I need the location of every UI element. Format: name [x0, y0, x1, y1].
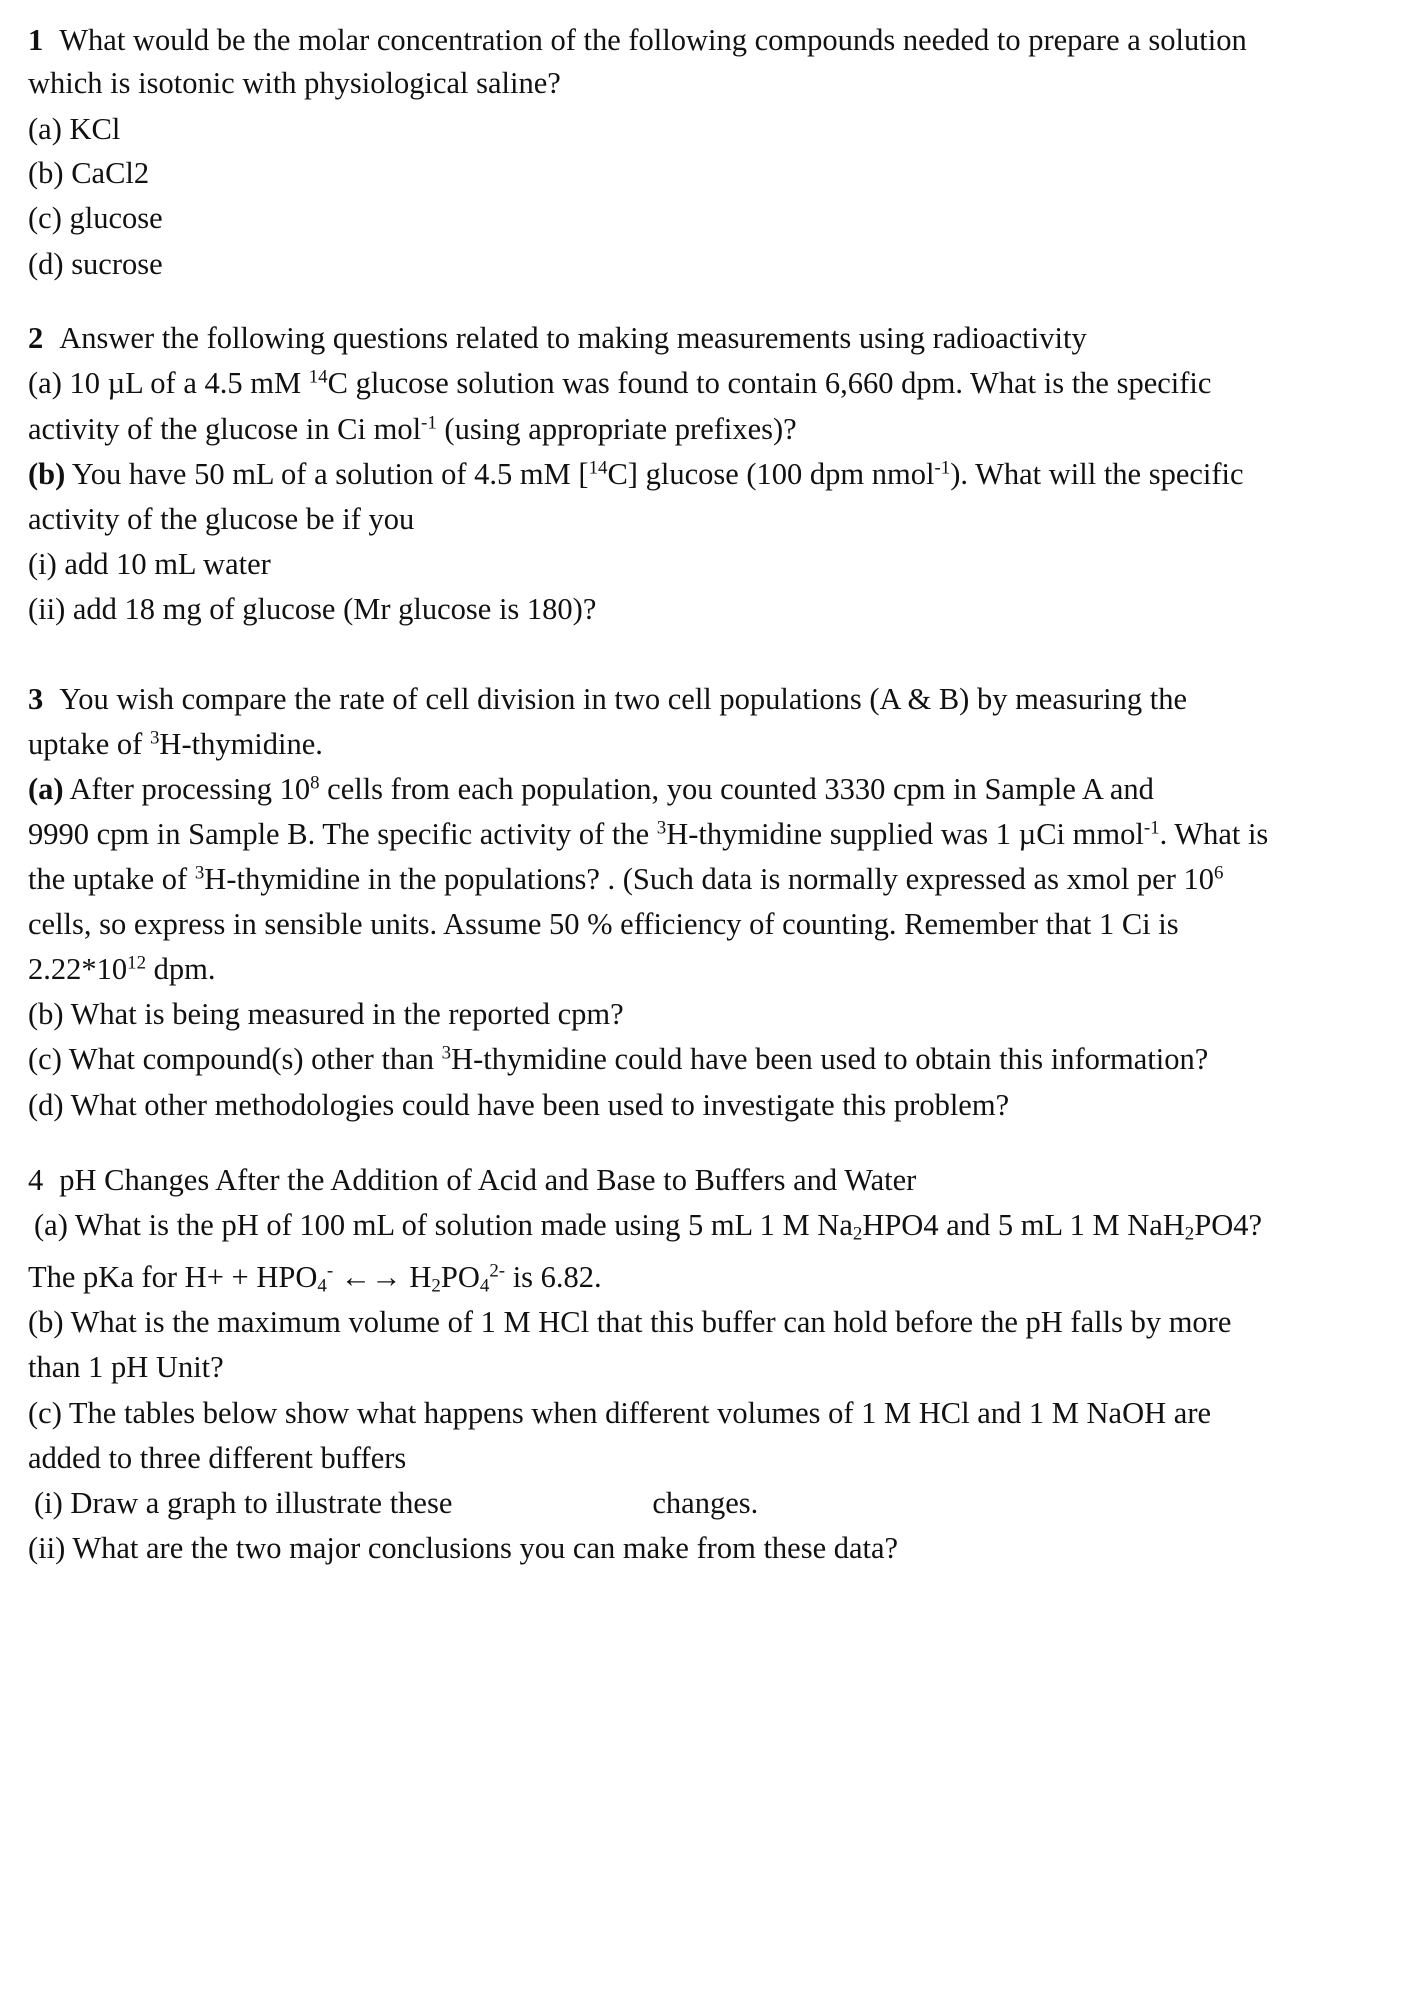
q4-part-c-ii: (ii) What are the two major conclusions you can make from these data?	[28, 1531, 899, 1565]
q4-stem: 4 pH Changes After the Addition of Acid and Base to Buffers and Water	[28, 1163, 917, 1197]
q4-part-b-line2: than 1 pH Unit?	[28, 1350, 224, 1384]
q2-part-b-i: (i) add 10 mL water	[28, 547, 271, 581]
q1-option-a: (a) KCl	[28, 112, 121, 146]
q2-part-a-line2: activity of the glucose in Ci mol$^{-1}$ (using appropriate prefixes)?	[28, 412, 797, 446]
q4-part-b-line1: (b) What is the maximum volume of 1 M HCl that this buffer can hold before the pH falls by more	[28, 1305, 1232, 1339]
q1-stem-line1: 1 What would be the molar concentration of the following compounds needed to prepare a solution	[28, 23, 1247, 57]
q2-part-b-line2: activity of the glucose be if you	[28, 502, 415, 536]
q1-option-d: (d) sucrose	[28, 247, 163, 281]
q4-part-c-line1: (c) The tables below show what happens when different volumes of 1 M HCl and 1 M NaOH are	[28, 1396, 1212, 1430]
q3-part-a-line3: the uptake of $^3$H-thymidine in the populations? . (Such data is normally expressed as xmol per $10^6$	[28, 862, 1224, 896]
q4-pka-line: The pKa for $H+ + HPO_4^-$ ←→ $H_2PO_4^{2-}$ is 6.82.	[28, 1260, 602, 1297]
q2-part-a-line1: (a) 10 µL of a 4.5 mM $^{14}$C glucose solution was found to contain 6,660 dpm. What is the specific	[28, 366, 1212, 400]
q3-part-a-line5: $2.22*10^{12}$ dpm.	[28, 952, 216, 986]
q4-part-c-line2: added to three different buffers	[28, 1441, 407, 1475]
q2-part-b-ii: (ii) add 18 mg of glucose (Mr glucose is 180)?	[28, 592, 597, 626]
q3-part-a-line4: cells, so express in sensible units. Assume 50 % efficiency of counting. Remember that 1 Ci is	[28, 907, 1179, 941]
q4-number: 4	[28, 1163, 44, 1197]
q1-option-b: (b) CaCl2	[28, 156, 150, 190]
q1-stem-line2: which is isotonic with physiological saline?	[28, 66, 561, 100]
q3-number: 3	[28, 682, 44, 716]
q3-part-b: (b) What is being measured in the reported cpm?	[28, 997, 624, 1031]
q2-stem: 2 Answer the following questions related to making measurements using radioactivity	[28, 321, 1087, 355]
q2-part-b-line1: (b) You have 50 mL of a solution of 4.5 mM [$^{14}$C] glucose (100 dpm nmol$^{-1}$). What will the specific	[28, 457, 1244, 491]
q4-part-c-i: (i) Draw a graph to illustrate these changes.	[34, 1486, 759, 1520]
q1-number: 1	[28, 23, 44, 57]
q3-part-c: (c) What compound(s) other than $^3$H-thymidine could have been used to obtain this information?	[28, 1042, 1209, 1076]
q4-part-a: (a) What is the pH of 100 mL of solution made using 5 mL 1 M $Na_2HPO4$ and 5 mL 1 M NaH$_2$PO4?	[34, 1208, 1263, 1245]
q3-part-d: (d) What other methodologies could have been used to investigate this problem?	[28, 1088, 1010, 1122]
q3-stem-line1: 3 You wish compare the rate of cell division in two cell populations (A & B) by measuring the	[28, 682, 1188, 716]
q3-part-a-line2: 9990 cpm in Sample B. The specific activity of the $^3$H-thymidine supplied was 1 µCi mmol$^{-1}$. What is	[28, 817, 1269, 851]
q1-option-c: (c) glucose	[28, 201, 163, 235]
q2-number: 2	[28, 321, 44, 355]
q3-part-a-line1: (a) After processing $10^8$ cells from each population, you counted 3330 cpm in Sample A and	[28, 772, 1154, 806]
q3-stem-line2: uptake of $^3$H-thymidine.	[28, 727, 323, 761]
